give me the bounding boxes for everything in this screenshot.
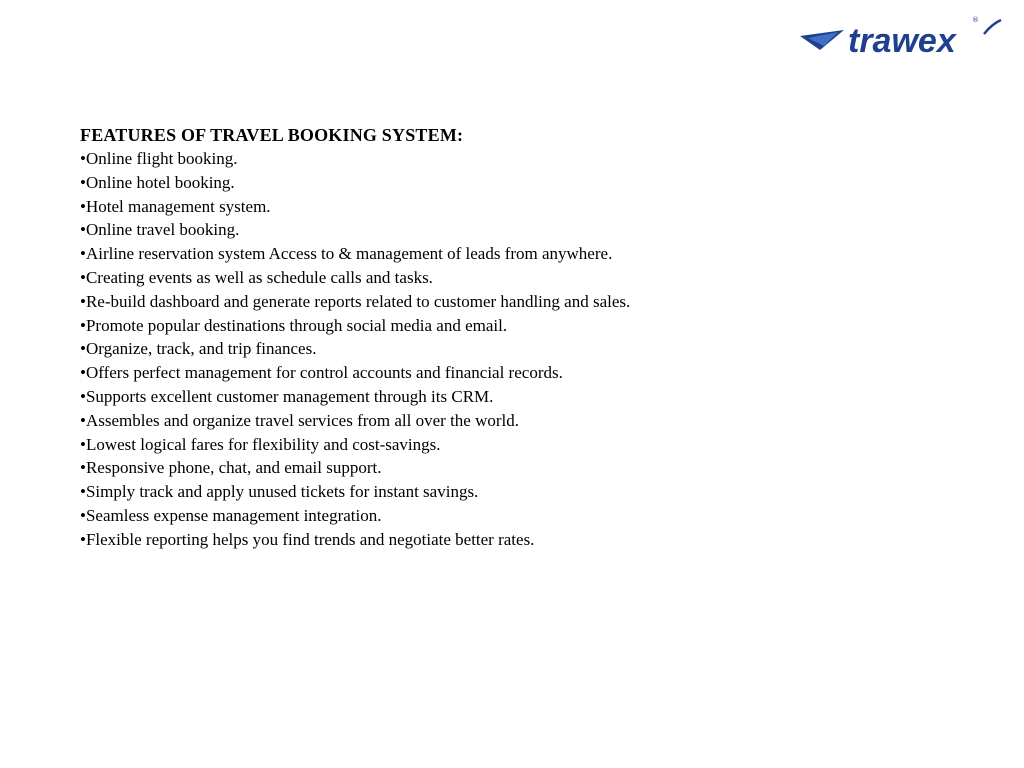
feature-item: •Assembles and organize travel services from all over the world. <box>80 410 519 430</box>
features-list <box>80 147 980 552</box>
features-heading: FEATURES OF TRAVEL BOOKING SYSTEM: <box>80 125 464 145</box>
feature-item: •Online travel booking. <box>80 220 240 240</box>
feature-item: •Responsive phone, chat, and email support. <box>80 458 382 478</box>
feature-item: •Organize, track, and trip finances. <box>80 339 317 359</box>
feature-item: •Hotel management system. <box>80 196 271 216</box>
paper-plane-arrow-icon <box>798 14 1004 62</box>
feature-item: •Re-build dashboard and generate reports related to customer handling and sales. <box>80 291 631 311</box>
registered-mark: ® <box>972 16 979 24</box>
feature-item: •Offers perfect management for control accounts and financial records. <box>80 363 563 383</box>
feature-item: •Lowest logical fares for flexibility and cost-savings. <box>80 434 441 454</box>
feature-item: •Online flight booking. <box>80 149 238 168</box>
features-content <box>80 123 980 552</box>
feature-item: •Flexible reporting helps you find trends and negotiate better rates. <box>80 529 535 549</box>
feature-item: •Supports excellent customer management through its CRM. <box>80 386 494 406</box>
feature-item: •Simply track and apply unused tickets for instant savings. <box>80 482 479 502</box>
feature-item: •Promote popular destinations through social media and email. <box>80 315 508 335</box>
feature-item: •Creating events as well as schedule calls and tasks. <box>80 267 433 287</box>
feature-item: •Seamless expense management integration. <box>80 505 382 525</box>
feature-item: •Airline reservation system Access to & management of leads from anywhere. <box>80 244 613 264</box>
logo-wordmark: trawex <box>848 22 956 60</box>
feature-item: •Online hotel booking. <box>80 172 235 192</box>
trawex-logo <box>798 14 1004 62</box>
